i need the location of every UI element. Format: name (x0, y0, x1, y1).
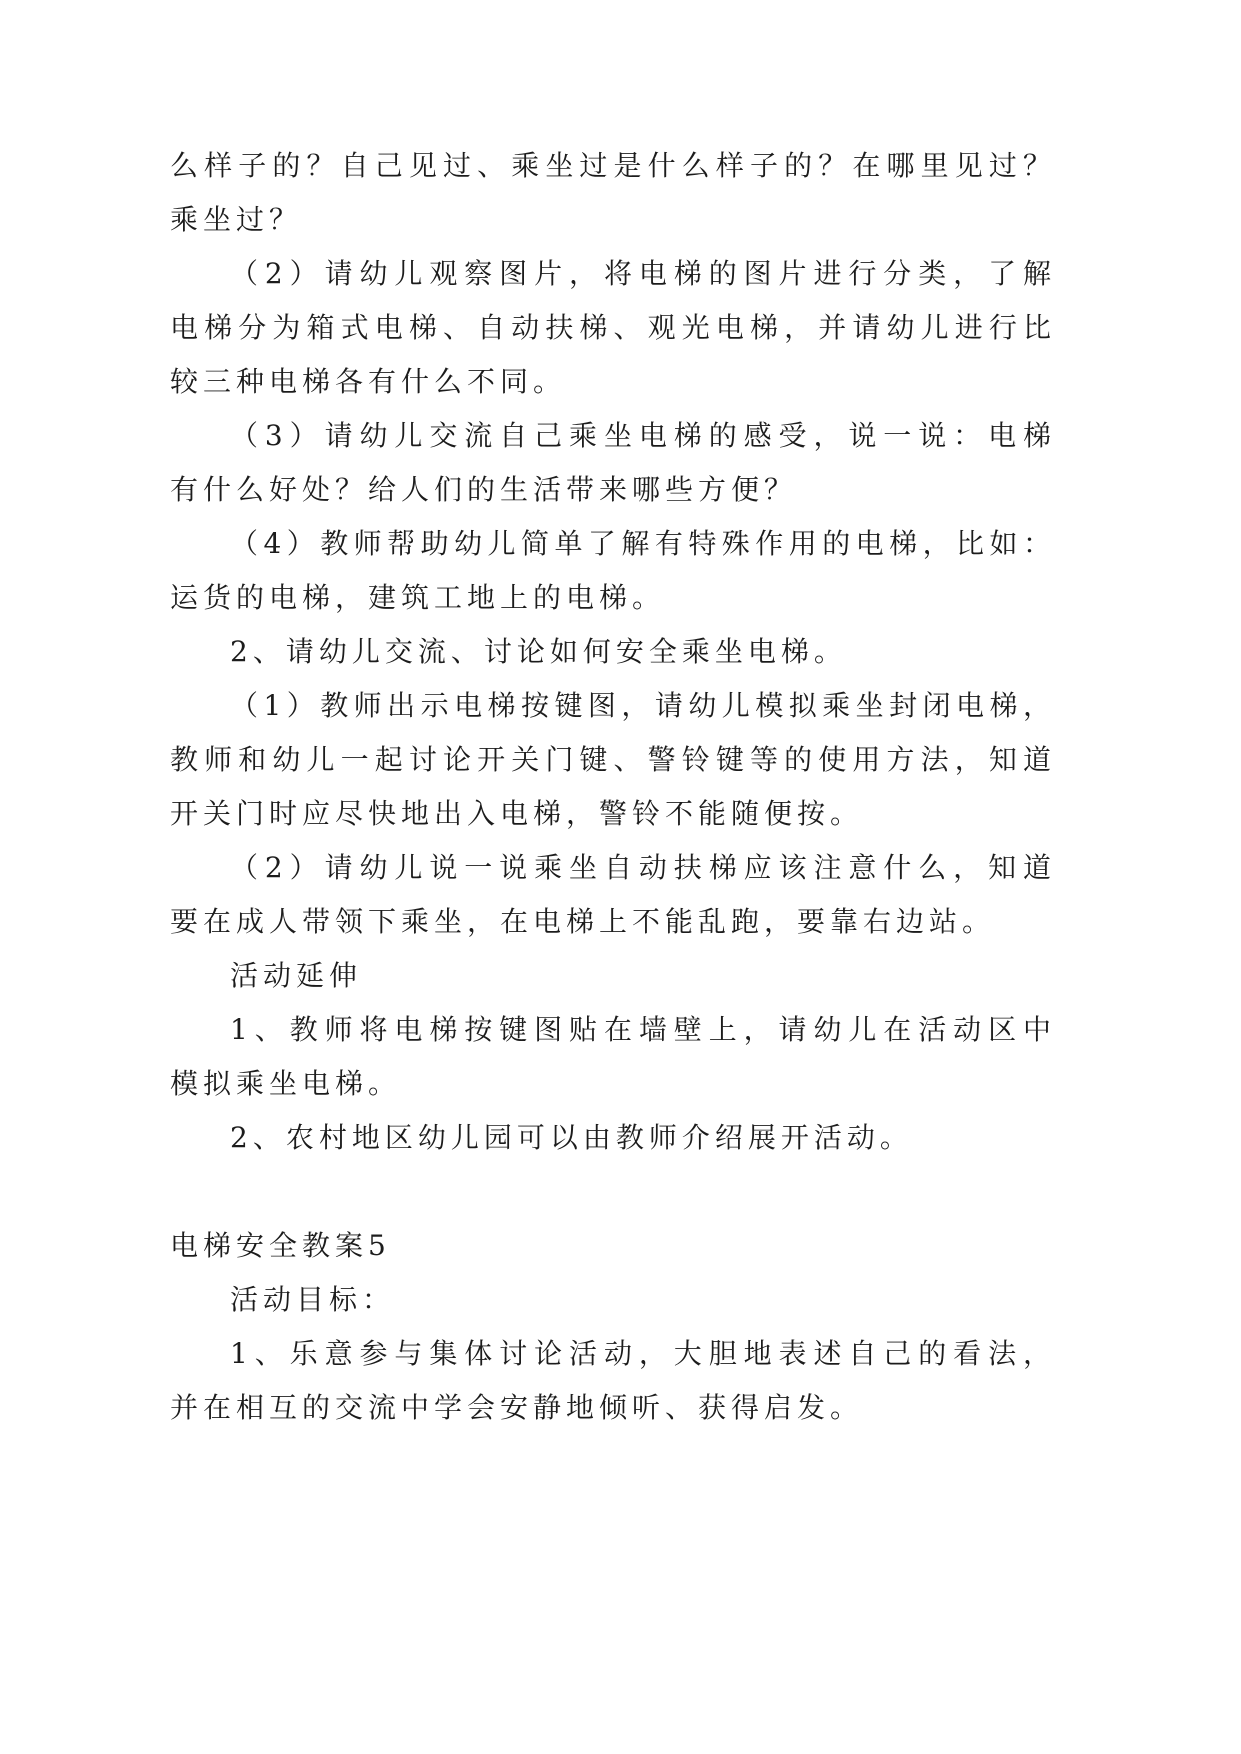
blank-line (170, 1165, 1056, 1219)
paragraph (170, 139, 1056, 247)
text-line: 1、教师将电梯按键图贴在墙壁上，请幼儿在活动区中 (230, 1013, 1056, 1046)
document-body (170, 139, 1056, 1435)
text-line: 1、乐意参与集体讨论活动，大胆地表述自己的看法， (230, 1337, 1056, 1370)
text-line: 2、请幼儿交流、讨论如何安全乘坐电梯。 (230, 635, 847, 668)
text-line: 运货的电梯，建筑工地上的电梯。 (170, 581, 666, 614)
text-line: （4）教师帮助幼儿简单了解有特殊作用的电梯，比如： (230, 527, 1056, 560)
text-line: 较三种电梯各有什么不同。 (170, 365, 567, 398)
paragraph (170, 679, 1056, 841)
subheading (170, 949, 1056, 1003)
text-line: （2）请幼儿观察图片，将电梯的图片进行分类，了解 (230, 257, 1056, 290)
subheading (170, 1273, 1056, 1327)
text-line: 模拟乘坐电梯。 (170, 1067, 402, 1100)
text-line: （1）教师出示电梯按键图，请幼儿模拟乘坐封闭电梯， (230, 689, 1056, 722)
subheading-text: 活动延伸 (230, 959, 363, 992)
paragraph (170, 409, 1056, 517)
paragraph (170, 1111, 1056, 1165)
text-line: 并在相互的交流中学会安静地倾听、获得启发。 (170, 1391, 864, 1424)
text-line: （2）请幼儿说一说乘坐自动扶梯应该注意什么，知道 (230, 851, 1056, 884)
text-line: 要在成人带领下乘坐，在电梯上不能乱跑，要靠右边站。 (170, 905, 996, 938)
text-line: 有什么好处？给人们的生活带来哪些方便？ (170, 473, 798, 506)
text-line: 电梯分为箱式电梯、自动扶梯、观光电梯，并请幼儿进行比 (170, 311, 1056, 344)
text-line: 么样子的？自己见过、乘坐过是什么样子的？在哪里见过？ (170, 149, 1056, 182)
text-line: 2、农村地区幼儿园可以由教师介绍展开活动。 (230, 1121, 913, 1154)
paragraph (170, 247, 1056, 409)
text-line: 教师和幼儿一起讨论开关门键、警铃键等的使用方法，知道 (170, 743, 1056, 776)
subheading-text: 活动目标： (230, 1283, 396, 1316)
paragraph (170, 517, 1056, 625)
paragraph (170, 841, 1056, 949)
section-title: 电梯安全教案5 (170, 1229, 391, 1262)
text-line: （3）请幼儿交流自己乘坐电梯的感受，说一说：电梯 (230, 419, 1056, 452)
paragraph (170, 1003, 1056, 1111)
paragraph (170, 625, 1056, 679)
text-line: 乘坐过？ (170, 203, 303, 236)
text-line: 开关门时应尽快地出入电梯，警铃不能随便按。 (170, 797, 864, 830)
paragraph (170, 1327, 1056, 1435)
